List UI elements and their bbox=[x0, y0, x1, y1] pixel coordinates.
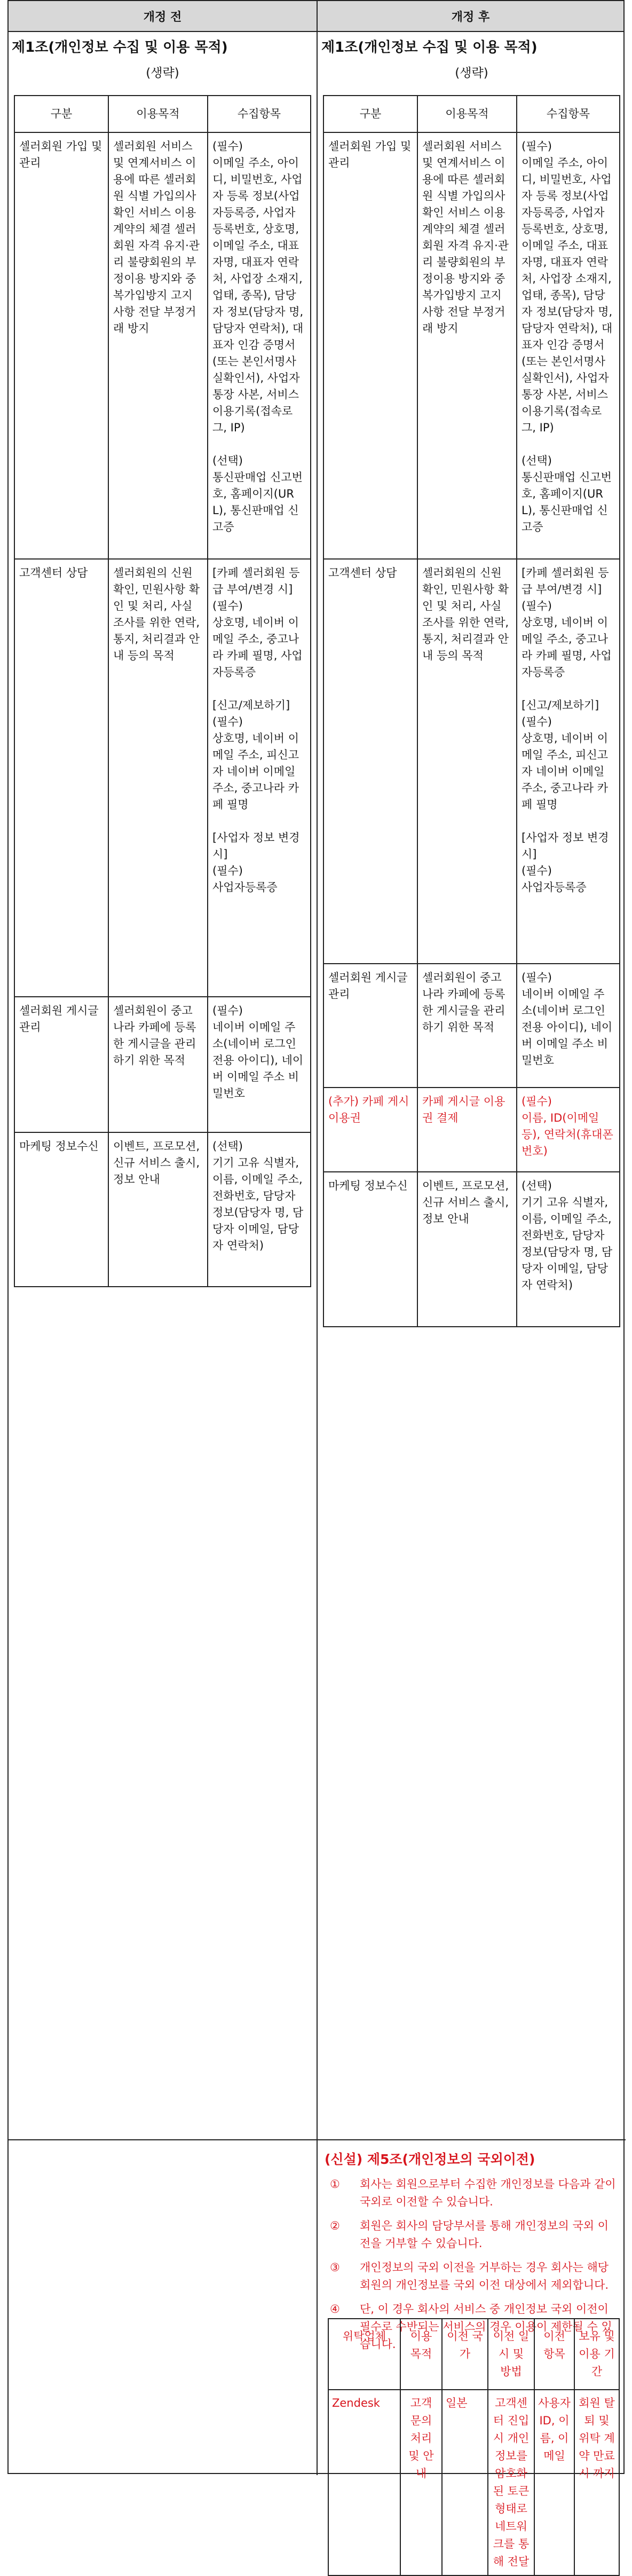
row-items: (필수) 이메일 주소, 아이디, 비밀번호, 사업자 등록 정보(사업자등록증, 사업자등록번호, 상호명, 이메일 주소, 대표자명, 대표자 연락처, 사업장 소재지, 업태, 종목), 담당자 정보(담당자 명, 담당자 연락처), 대표자 인감 증명서(또는 본인서명사실확인서), 사업자 통장 사본, 서비스 이용기록(접속로그, IP) (선택) 통신판매업 신고번호, 홈페이지(URL), 통신판매업 신고증 bbox=[517, 132, 620, 559]
column-header: 이전 일시 및 방법 bbox=[488, 2319, 534, 2390]
before-table bbox=[14, 95, 311, 1287]
row-items: (필수) 이름, ID(이메일등), 연락처(휴대폰번호) bbox=[517, 1088, 620, 1172]
row-items: (선택) 기기 고유 식별자, 이름, 이메일 주소, 전화번호, 담당자 정보(담당자 명, 담당자 이메일, 담당자 연락처) bbox=[517, 1172, 620, 1327]
row-category: 마케팅 정보수신 bbox=[323, 1172, 417, 1327]
row-category: 셀러회원 가입 및 관리 bbox=[14, 132, 108, 559]
row-purpose: 셀러회원의 신원 확인, 민원사항 확인 및 처리, 사실조사를 위한 연락, 통지, 처리결과 안내 등의 목적 bbox=[417, 559, 517, 964]
item-text: 회원은 회사의 담당부서를 통해 개인정보의 국외 이전을 거부할 수 있습니다. bbox=[360, 2219, 609, 2250]
column-header: 위탁업체 bbox=[328, 2319, 400, 2390]
item-number: ③ bbox=[330, 2261, 340, 2274]
row-cell: Zendesk bbox=[328, 2390, 400, 2575]
row-purpose: 셀러회원이 중고나라 카페에 등록한 게시글을 관리하기 위한 목적 bbox=[108, 997, 208, 1132]
section-divider bbox=[9, 2139, 626, 2140]
table-row bbox=[323, 964, 620, 1088]
column-divider bbox=[317, 1, 318, 2475]
row-category: 고객센터 상담 bbox=[14, 559, 108, 997]
row-cell: 일본 bbox=[442, 2390, 488, 2575]
column-header: 이용 목적 bbox=[400, 2319, 442, 2390]
list-item bbox=[325, 2259, 618, 2294]
column-header: 이용목적 bbox=[108, 96, 208, 132]
row-category: (추가) 카페 게시 이용권 bbox=[323, 1088, 417, 1172]
header-before: 개정 전 bbox=[9, 1, 317, 32]
table-row bbox=[14, 132, 311, 559]
item-number: ② bbox=[330, 2219, 340, 2232]
before-omitted: (생략) bbox=[146, 66, 179, 80]
table-row bbox=[14, 997, 311, 1132]
row-purpose: 셀러회원의 신원 확인, 민원사항 확인 및 처리, 사실조사를 위한 연락, 통지, 처리결과 안내 등의 목적 bbox=[108, 559, 208, 997]
row-cell: 고객 문의 처리 및 안내 bbox=[400, 2390, 442, 2575]
row-purpose: 셀러회원이 중고나라 카페에 등록한 게시글을 관리하기 위한 목적 bbox=[417, 964, 517, 1088]
item-number: ① bbox=[330, 2178, 340, 2191]
row-category: 고객센터 상담 bbox=[323, 559, 417, 964]
row-items: (선택) 기기 고유 식별자, 이름, 이메일 주소, 전화번호, 담당자 정보(담당자 명, 담당자 이메일, 담당자 연락처) bbox=[208, 1132, 311, 1287]
column-header: 구분 bbox=[14, 96, 108, 132]
after-table bbox=[323, 95, 620, 1327]
row-items: (필수) 네이버 이메일 주소(네이버 로그인 전용 아이디), 네이버 이메일 주소 비밀번호 bbox=[208, 997, 311, 1132]
after-omitted: (생략) bbox=[455, 66, 488, 80]
row-items: (필수) 네이버 이메일 주소(네이버 로그인 전용 아이디), 네이버 이메일 주소 비밀번호 bbox=[517, 964, 620, 1088]
item-number: ④ bbox=[330, 2303, 340, 2315]
row-items: (필수) 이메일 주소, 아이디, 비밀번호, 사업자 등록 정보(사업자등록증, 사업자등록번호, 상호명, 이메일 주소, 대표자명, 대표자 연락처, 사업장 소재지, 업태, 종목), 담당자 정보(담당자 명, 담당자 연락처), 대표자 인감 증명서(또는 본인서명사실확인서), 사업자 통장 사본, 서비스 이용기록(접속로그, IP) (선택) 통신판매업 신고번호, 홈페이지(URL), 통신판매업 신고증 bbox=[208, 132, 311, 559]
column-header: 수집항목 bbox=[208, 96, 311, 132]
table-row-added bbox=[323, 1088, 620, 1172]
column-header: 구분 bbox=[323, 96, 417, 132]
column-header: 이용목적 bbox=[417, 96, 517, 132]
row-purpose: 이벤트, 프로모션, 신규 서비스 출시, 정보 안내 bbox=[108, 1132, 208, 1287]
article5-title: (신설) 제5조(개인정보의 국외이전) bbox=[325, 2152, 535, 2167]
row-purpose: 셀러회원 서비스 및 연계서비스 이용에 따른 셀러회원 식별 가입의사 확인 서비스 이용계약의 체결 셀러회원 자격 유지·관리 불량회원의 부정이용 방지와 중복가입방지 고지사항 전달 부정거래 방지 bbox=[108, 132, 208, 559]
table-row bbox=[14, 559, 311, 997]
table-row bbox=[328, 2390, 619, 2575]
comparison-table bbox=[7, 0, 625, 2568]
row-category: 셀러회원 가입 및 관리 bbox=[323, 132, 417, 559]
transfer-table bbox=[328, 2318, 620, 2576]
row-purpose: 이벤트, 프로모션, 신규 서비스 출시, 정보 안내 bbox=[417, 1172, 517, 1327]
list-item bbox=[325, 2176, 618, 2211]
row-purpose: 카페 게시글 이용권 결제 bbox=[417, 1088, 517, 1172]
list-item bbox=[325, 2217, 618, 2252]
table-header-row bbox=[323, 96, 620, 132]
column-header: 이전 항목 bbox=[534, 2319, 574, 2390]
item-text: 단, 이 경우 회사의 서비스 중 개인정보 국외 이전이 필수로 수반되는 서비스의 경우 이용이 제한될 수 있습니다. bbox=[360, 2303, 612, 2351]
table-header-row bbox=[328, 2319, 619, 2390]
row-cell: 회원 탈퇴 및 위탁 계약 만료 시 까지 bbox=[574, 2390, 619, 2575]
row-category: 셀러회원 게시글 관리 bbox=[323, 964, 417, 1088]
row-cell: 사용자 ID, 이름, 이메일 bbox=[534, 2390, 574, 2575]
row-items: [카페 셀러회원 등급 부여/변경 시] (필수) 상호명, 네이버 이메일 주소, 중고나라 카페 필명, 사업자등록증 [신고/제보하기] (필수) 상호명, 네이버 이메일 주소, 피신고자 네이버 이메일 주소, 중고나라 카페 필명 [사업자 정보 변경 시] (필수) 사업자등록증 bbox=[208, 559, 311, 997]
table-row bbox=[14, 1132, 311, 1287]
table-row bbox=[323, 559, 620, 964]
column-header: 이전 국가 bbox=[442, 2319, 488, 2390]
before-article1-title: 제1조(개인정보 수집 및 이용 목적) bbox=[12, 40, 228, 56]
item-text: 회사는 회원으로부터 수집한 개인정보를 다음과 같이 국외로 이전할 수 있습니다. bbox=[360, 2178, 616, 2208]
row-category: 셀러회원 게시글 관리 bbox=[14, 997, 108, 1132]
column-header: 수집항목 bbox=[517, 96, 620, 132]
row-items: [카페 셀러회원 등급 부여/변경 시] (필수) 상호명, 네이버 이메일 주소, 중고나라 카페 필명, 사업자등록증 [신고/제보하기] (필수) 상호명, 네이버 이메일 주소, 피신고자 네이버 이메일 주소, 중고나라 카페 필명 [사업자 정보 변경 시] (필수) 사업자등록증 bbox=[517, 559, 620, 964]
column-header: 보유 및 이용 기간 bbox=[574, 2319, 619, 2390]
table-row bbox=[323, 1172, 620, 1327]
row-cell: 고객센터 진입 시 개인정보를 암호화된 토큰 형태로 네트워크를 통해 전달 bbox=[488, 2390, 534, 2575]
table-header-row bbox=[14, 96, 311, 132]
row-purpose: 셀러회원 서비스 및 연계서비스 이용에 따른 셀러회원 식별 가입의사 확인 서비스 이용계약의 체결 셀러회원 자격 유지·관리 불량회원의 부정이용 방지와 중복가입방지 고지사항 전달 부정거래 방지 bbox=[417, 132, 517, 559]
row-category: 마케팅 정보수신 bbox=[14, 1132, 108, 1287]
item-text: 개인정보의 국외 이전을 거부하는 경우 회사는 해당 회원의 개인정보를 국외 이전 대상에서 제외합니다. bbox=[360, 2261, 609, 2291]
after-article1-title: 제1조(개인정보 수집 및 이용 목적) bbox=[321, 40, 538, 56]
table-row bbox=[323, 132, 620, 559]
header-after: 개정 후 bbox=[318, 1, 623, 32]
